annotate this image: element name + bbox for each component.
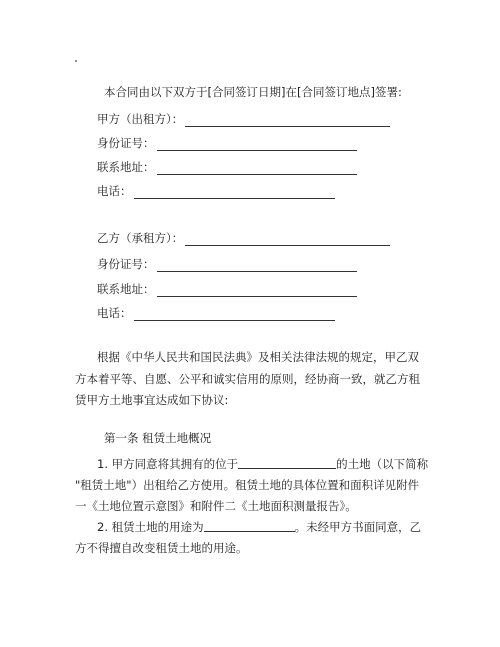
preamble-line-2: 方本着平等、自愿、公平和诚实信用的原则，经协商一致，就乙方租 (75, 372, 420, 386)
party-b-id-field (97, 256, 357, 272)
preamble-line-3: 赁甲方土地事宜达成如下协议: (75, 393, 229, 407)
party-b-address-field (97, 281, 357, 297)
article-1-item-2-pre: 2. 租赁土地的用途为 (97, 520, 204, 534)
party-b-phone-field (97, 305, 335, 321)
article-1-item-2-line-2: 方不得擅自改变租赁土地的用途。 (75, 541, 248, 555)
party-a-address-field (97, 159, 357, 175)
preamble-line-1: 根据《中华人民共和国民法典》及相关法律法规的规定，甲乙双 (97, 350, 419, 364)
article-1-item-2-blank[interactable] (204, 519, 295, 532)
party-b-id-label: 身份证号： (97, 257, 155, 271)
party-b-field (97, 230, 390, 246)
party-a-address-blank[interactable] (157, 162, 357, 175)
article-1-item-1-blank[interactable] (238, 456, 336, 469)
party-a-field (97, 111, 390, 127)
party-b-address-blank[interactable] (157, 284, 357, 297)
article-1-item-1-line-3: 一《土地位置示意图》和附件二《土地面积测量报告》。 (75, 499, 357, 513)
article-1-item-1-post: 的土地（以下简称 (336, 457, 429, 471)
party-a-phone-label: 电话： (97, 184, 132, 198)
party-a-id-label: 身份证号： (97, 136, 155, 150)
article-1-item-1-pre: 1. 甲方同意将其拥有的位于 (97, 457, 239, 471)
party-b-id-blank[interactable] (157, 259, 357, 272)
party-b-blank[interactable] (185, 233, 390, 246)
party-b-phone-blank[interactable] (134, 308, 335, 321)
party-b-address-label: 联系地址： (97, 282, 155, 296)
party-a-blank[interactable] (185, 114, 390, 127)
article-1-item-2-post: 。未经甲方书面同意，乙 (294, 520, 422, 534)
party-a-phone-blank[interactable] (134, 186, 335, 199)
party-a-phone-field (97, 183, 335, 199)
party-a-address-label: 联系地址： (97, 160, 155, 174)
party-a-id-blank[interactable] (157, 138, 357, 151)
party-b-label: 乙方（承租方）： (97, 231, 184, 245)
article-1-item-1-line-1 (97, 453, 428, 475)
article-1-item-1-line-2: "租赁土地"）出租给乙方使用。租赁土地的具体位置和面积详见附件 (75, 478, 420, 492)
party-b-phone-label: 电话： (97, 306, 132, 320)
party-a-label: 甲方（出租方）： (97, 112, 184, 126)
party-a-id-field (97, 135, 357, 151)
article-1-title: 第一条 租赁土地概况 (104, 431, 212, 445)
intro-line: 本合同由以下双方于[合同签订日期]在[合同签订地点]签署: (104, 85, 402, 99)
page-mark (75, 60, 77, 62)
article-1-item-2-line-1 (97, 516, 421, 538)
